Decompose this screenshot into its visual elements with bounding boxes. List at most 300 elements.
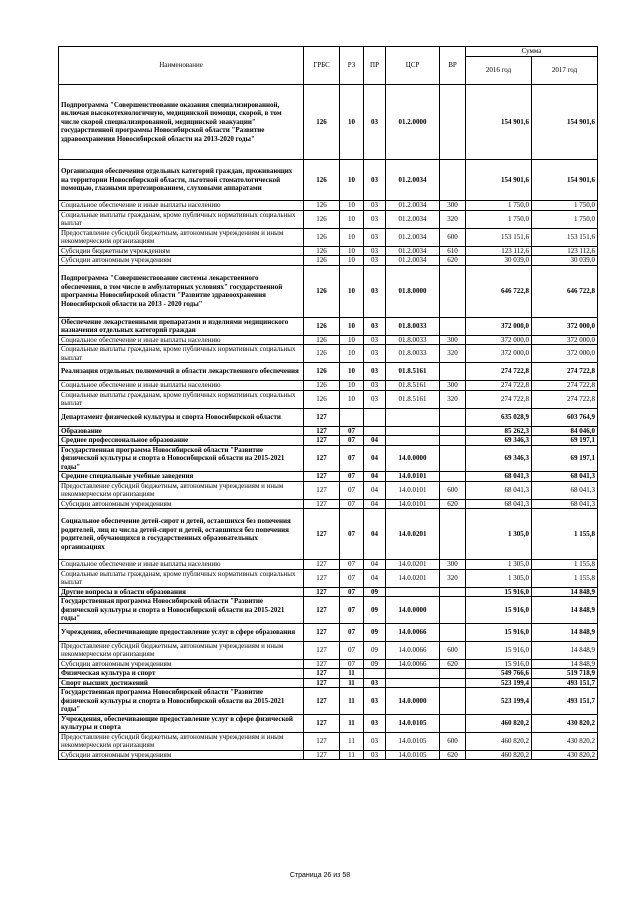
row-vr (440, 408, 466, 426)
row-name: Государственная программа Новосибирской области "Развитие физической культуры и спорта в Новосибирской области на 2015-2021 годы" (59, 597, 304, 624)
row-sum-2017: 153 151,6 (532, 228, 598, 246)
row-sum-2017: 646 722,8 (532, 265, 598, 317)
row-grbs: 126 (304, 246, 340, 256)
row-name: Социальные выплаты гражданам, кроме публичных нормативных социальных выплат (59, 210, 304, 228)
row-name: Обеспечение лекарственными препаратами и изделиями медицинского назначения отдельных категорий граждан (59, 317, 304, 335)
row-sum-2017: 69 197,1 (532, 436, 598, 446)
row-pr: 03 (364, 750, 386, 760)
row-name: Средние специальные учебные заведения (59, 472, 304, 482)
row-sum-2016: 523 199,4 (466, 678, 532, 688)
row-name: Государственная программа Новосибирской области "Развитие физической культуры и спорта в Новосибирской области на 2015-2021 годы" (59, 688, 304, 715)
row-grbs: 127 (304, 408, 340, 426)
row-sum-2016: 1 305,0 (466, 560, 532, 570)
row-rz: 07 (340, 560, 364, 570)
row-pr: 03 (364, 317, 386, 335)
row-rz: 07 (340, 641, 364, 659)
row-sum-2017: 1 750,0 (532, 201, 598, 211)
row-name: Учреждения, обеспечивающие предоставление услуг в сфере образования (59, 623, 304, 641)
row-grbs: 127 (304, 714, 340, 732)
row-pr: 03 (364, 160, 386, 201)
table-body (59, 85, 598, 760)
row-rz: 11 (340, 669, 364, 679)
row-vr: 600 (440, 481, 466, 499)
header-pr: ПР (364, 47, 386, 85)
row-sum-2016: 372 000,0 (466, 317, 532, 335)
row-vr (440, 597, 466, 624)
row-grbs: 127 (304, 669, 340, 679)
row-sum-2016: 123 112,6 (466, 246, 532, 256)
row-csr: 14.0.0000 (386, 688, 440, 715)
row-sum-2016: 1 305,0 (466, 569, 532, 587)
row-name: Спорт высших достижений (59, 678, 304, 688)
row-vr: 620 (440, 659, 466, 669)
row-sum-2016: 460 820,2 (466, 714, 532, 732)
row-name: Субсидии автономным учреждениям (59, 750, 304, 760)
table-row (59, 228, 598, 246)
row-sum-2017: 123 112,6 (532, 246, 598, 256)
row-rz: 07 (340, 597, 364, 624)
row-name: Субсидии автономным учреждениям (59, 499, 304, 509)
row-sum-2017: 84 046,0 (532, 426, 598, 436)
row-sum-2017: 274 722,8 (532, 390, 598, 408)
row-name: Предоставление субсидий бюджетным, автономным учреждениям и иным некоммерческим организациям (59, 228, 304, 246)
row-rz: 07 (340, 509, 364, 560)
row-rz: 10 (340, 256, 364, 266)
table-row (59, 426, 598, 436)
row-grbs: 127 (304, 560, 340, 570)
table-row (59, 201, 598, 211)
table-row (59, 597, 598, 624)
row-pr: 03 (364, 246, 386, 256)
row-csr: 14.0.0066 (386, 659, 440, 669)
row-csr: 01.2.0034 (386, 256, 440, 266)
row-sum-2017: 493 151,7 (532, 688, 598, 715)
row-vr: 300 (440, 201, 466, 211)
row-name: Субсидии бюджетным учреждениям (59, 246, 304, 256)
row-rz: 07 (340, 426, 364, 436)
row-rz: 11 (340, 714, 364, 732)
row-pr: 09 (364, 659, 386, 669)
row-sum-2017: 1 155,8 (532, 569, 598, 587)
row-vr: 600 (440, 641, 466, 659)
row-sum-2017: 14 848,9 (532, 587, 598, 597)
table-row (59, 210, 598, 228)
header-vr: ВР (440, 47, 466, 85)
row-grbs: 126 (304, 345, 340, 363)
row-sum-2016: 30 039,0 (466, 256, 532, 266)
row-vr (440, 426, 466, 436)
row-vr (440, 688, 466, 715)
row-pr: 04 (364, 509, 386, 560)
row-sum-2017: 430 820,2 (532, 714, 598, 732)
row-pr: 03 (364, 381, 386, 391)
row-pr: 09 (364, 597, 386, 624)
table-row (59, 659, 598, 669)
row-sum-2017: 30 039,0 (532, 256, 598, 266)
table-row (59, 669, 598, 679)
row-vr (440, 669, 466, 679)
row-grbs: 127 (304, 481, 340, 499)
row-csr: 01.8.0033 (386, 317, 440, 335)
row-sum-2017: 14 848,9 (532, 597, 598, 624)
row-pr: 03 (364, 678, 386, 688)
row-sum-2016: 646 722,8 (466, 265, 532, 317)
row-csr: 14.0.0201 (386, 569, 440, 587)
row-sum-2016: 68 041,3 (466, 499, 532, 509)
row-csr: 01.2.0034 (386, 201, 440, 211)
table-row (59, 623, 598, 641)
row-sum-2017: 14 848,9 (532, 623, 598, 641)
row-sum-2016: 15 916,0 (466, 659, 532, 669)
table-row (59, 335, 598, 345)
row-vr (440, 445, 466, 472)
row-rz: 07 (340, 623, 364, 641)
row-sum-2017: 493 151,7 (532, 678, 598, 688)
row-sum-2016: 15 916,0 (466, 587, 532, 597)
row-sum-2017: 69 197,1 (532, 445, 598, 472)
table-row (59, 499, 598, 509)
row-rz: 07 (340, 569, 364, 587)
row-sum-2017: 14 848,9 (532, 641, 598, 659)
table-row (59, 317, 598, 335)
row-pr: 04 (364, 569, 386, 587)
row-grbs: 127 (304, 597, 340, 624)
row-grbs: 127 (304, 569, 340, 587)
row-grbs: 127 (304, 426, 340, 436)
row-vr: 610 (440, 246, 466, 256)
row-vr: 320 (440, 345, 466, 363)
row-name: Социальные выплаты гражданам, кроме публичных нормативных социальных выплат (59, 390, 304, 408)
row-pr: 03 (364, 201, 386, 211)
row-rz: 10 (340, 363, 364, 381)
table-row (59, 345, 598, 363)
row-csr: 14.0.0105 (386, 732, 440, 750)
row-vr: 300 (440, 381, 466, 391)
row-sum-2016: 274 722,8 (466, 390, 532, 408)
row-pr: 03 (364, 265, 386, 317)
row-csr: 01.8.5161 (386, 363, 440, 381)
header-sum: Сумма (466, 47, 598, 57)
row-rz: 10 (340, 390, 364, 408)
row-sum-2017: 372 000,0 (532, 317, 598, 335)
row-sum-2016: 1 305,0 (466, 509, 532, 560)
row-csr (386, 669, 440, 679)
row-grbs: 126 (304, 265, 340, 317)
row-pr: 04 (364, 445, 386, 472)
header-rz: РЗ (340, 47, 364, 85)
row-rz: 11 (340, 732, 364, 750)
row-csr (386, 587, 440, 597)
row-csr: 01.2.0034 (386, 246, 440, 256)
row-csr: 01.2.0034 (386, 228, 440, 246)
row-rz: 07 (340, 659, 364, 669)
row-grbs: 127 (304, 732, 340, 750)
row-csr: 14.0.0105 (386, 714, 440, 732)
row-name: Социальное обеспечение и иные выплаты населению (59, 201, 304, 211)
row-grbs: 126 (304, 256, 340, 266)
row-rz: 07 (340, 445, 364, 472)
row-name: Субсидии автономным учреждениям (59, 256, 304, 266)
row-sum-2016: 69 346,3 (466, 436, 532, 446)
row-grbs: 126 (304, 390, 340, 408)
row-pr: 04 (364, 560, 386, 570)
row-name: Социальное обеспечение и иные выплаты населению (59, 560, 304, 570)
row-csr: 14.0.0000 (386, 445, 440, 472)
row-pr: 09 (364, 587, 386, 597)
table-row (59, 436, 598, 446)
row-name: Другие вопросы в области образования (59, 587, 304, 597)
row-pr: 03 (364, 228, 386, 246)
row-vr (440, 509, 466, 560)
row-csr: 01.8.0033 (386, 335, 440, 345)
row-sum-2016: 69 346,3 (466, 445, 532, 472)
row-sum-2017: 14 848,9 (532, 659, 598, 669)
row-pr (364, 669, 386, 679)
row-sum-2017: 372 000,0 (532, 345, 598, 363)
row-sum-2016: 15 916,0 (466, 597, 532, 624)
row-name: Предоставление субсидий бюджетным, автономным учреждениям и иным некоммерческим организациям (59, 481, 304, 499)
row-sum-2017: 68 041,3 (532, 481, 598, 499)
row-csr: 14.0.0101 (386, 481, 440, 499)
row-rz: 11 (340, 678, 364, 688)
row-csr: 01.8.5161 (386, 390, 440, 408)
row-vr: 300 (440, 335, 466, 345)
row-pr: 04 (364, 436, 386, 446)
row-sum-2017: 372 000,0 (532, 335, 598, 345)
row-pr: 03 (364, 256, 386, 266)
row-sum-2017: 68 041,3 (532, 472, 598, 482)
row-vr (440, 714, 466, 732)
row-sum-2016: 15 916,0 (466, 641, 532, 659)
row-sum-2016: 523 199,4 (466, 688, 532, 715)
header-csr: ЦСР (386, 47, 440, 85)
row-pr: 04 (364, 472, 386, 482)
row-sum-2016: 274 722,8 (466, 381, 532, 391)
row-csr: 14.0.0201 (386, 560, 440, 570)
row-rz: 10 (340, 228, 364, 246)
row-sum-2016: 274 722,8 (466, 363, 532, 381)
row-sum-2017: 1 155,8 (532, 560, 598, 570)
row-sum-2016: 372 000,0 (466, 345, 532, 363)
table-row (59, 390, 598, 408)
table-row (59, 445, 598, 472)
row-vr (440, 160, 466, 201)
table-row (59, 569, 598, 587)
row-rz: 10 (340, 160, 364, 201)
row-grbs: 127 (304, 688, 340, 715)
row-sum-2017: 1 155,8 (532, 509, 598, 560)
row-pr: 03 (364, 714, 386, 732)
row-sum-2016: 68 041,3 (466, 472, 532, 482)
row-sum-2017: 1 750,0 (532, 210, 598, 228)
row-name: Субсидии автономным учреждениям (59, 659, 304, 669)
row-vr (440, 623, 466, 641)
row-grbs: 127 (304, 445, 340, 472)
row-vr (440, 436, 466, 446)
row-pr: 03 (364, 345, 386, 363)
row-vr: 320 (440, 210, 466, 228)
row-sum-2017: 154 901,6 (532, 160, 598, 201)
table-row (59, 160, 598, 201)
row-name: Организация обеспечения отдельных категорий граждан, проживающих на территории Новосибирской области, льготной стоматологической помощью, глазными протезированием, слуховыми аппаратами (59, 160, 304, 201)
row-pr: 04 (364, 499, 386, 509)
row-rz: 11 (340, 750, 364, 760)
row-sum-2016: 153 151,6 (466, 228, 532, 246)
row-csr: 14.0.0201 (386, 509, 440, 560)
row-csr: 14.0.0066 (386, 641, 440, 659)
row-sum-2017: 603 764,9 (532, 408, 598, 426)
row-grbs: 127 (304, 587, 340, 597)
table-row (59, 641, 598, 659)
table-row (59, 363, 598, 381)
row-grbs: 127 (304, 641, 340, 659)
row-rz: 10 (340, 265, 364, 317)
row-grbs: 126 (304, 228, 340, 246)
row-vr: 620 (440, 750, 466, 760)
row-name: Социальное обеспечение детей-сирот и детей, оставшихся без попечения родителей, лиц из числа детей-сирот и детей, оставшихся без попечения родителей, обучающихся в государственных образовательных организациях (59, 509, 304, 560)
row-rz: 11 (340, 688, 364, 715)
row-csr: 14.0.0066 (386, 623, 440, 641)
row-rz: 10 (340, 85, 364, 160)
row-grbs: 127 (304, 499, 340, 509)
row-rz: 07 (340, 472, 364, 482)
row-grbs: 126 (304, 381, 340, 391)
row-name: Предоставление субсидий бюджетным, автономным учреждениям и иным некоммерческим организациям (59, 732, 304, 750)
header-name: Наименование (59, 47, 304, 85)
row-csr (386, 678, 440, 688)
row-grbs: 126 (304, 317, 340, 335)
row-sum-2016: 460 820,2 (466, 732, 532, 750)
row-grbs: 126 (304, 335, 340, 345)
row-rz (340, 408, 364, 426)
row-vr: 320 (440, 569, 466, 587)
row-sum-2017: 430 820,2 (532, 750, 598, 760)
table-row (59, 256, 598, 266)
row-vr: 620 (440, 499, 466, 509)
row-rz: 07 (340, 587, 364, 597)
budget-table (58, 46, 598, 760)
row-pr: 03 (364, 390, 386, 408)
row-name: Подпрограмма "Совершенствование системы лекарственного обеспечения, в том числе в амбулаторных условиях" государственной программы Новосибирской области "Развитие здравоохранения Новосибирской области на 2013 - 2020 годы" (59, 265, 304, 317)
row-name: Образование (59, 426, 304, 436)
row-grbs: 126 (304, 160, 340, 201)
page-footer: Страница 26 из 58 (289, 872, 351, 879)
row-sum-2016: 1 750,0 (466, 201, 532, 211)
row-sum-2016: 460 820,2 (466, 750, 532, 760)
row-pr: 03 (364, 688, 386, 715)
table-row (59, 381, 598, 391)
row-rz: 10 (340, 317, 364, 335)
row-sum-2016: 154 901,6 (466, 85, 532, 160)
row-sum-2017: 68 041,3 (532, 499, 598, 509)
row-grbs: 127 (304, 750, 340, 760)
row-pr: 03 (364, 335, 386, 345)
row-name: Подпрограмма "Совершенствование оказания специализированной, включая высокотехнологичную, медицинской помощи, скорой, в том числе скорой специализированной, медицинской эвакуации" государственной программы Новосибирской области "Развитие здравоохранения Новосибирской области на 2013-2020 годы" (59, 85, 304, 160)
row-rz: 07 (340, 481, 364, 499)
row-sum-2017: 154 901,6 (532, 85, 598, 160)
row-rz: 10 (340, 246, 364, 256)
row-grbs: 127 (304, 659, 340, 669)
row-csr (386, 436, 440, 446)
row-rz: 10 (340, 345, 364, 363)
row-grbs: 126 (304, 363, 340, 381)
row-pr: 09 (364, 623, 386, 641)
row-name: Предоставление субсидий бюджетным, автономным учреждениям и иным некоммерческим организациям (59, 641, 304, 659)
row-name: Реализация отдельных полномочий в области лекарственного обеспечения (59, 363, 304, 381)
row-rz: 10 (340, 201, 364, 211)
table-row (59, 750, 598, 760)
row-vr: 320 (440, 390, 466, 408)
row-sum-2017: 519 718,9 (532, 669, 598, 679)
row-sum-2016: 1 750,0 (466, 210, 532, 228)
row-grbs: 126 (304, 210, 340, 228)
row-pr (364, 426, 386, 436)
row-name: Государственная программа Новосибирской области "Развитие физической культуры и спорта в Новосибирской области на 2015-2021 годы" (59, 445, 304, 472)
row-vr: 600 (440, 228, 466, 246)
row-vr: 300 (440, 560, 466, 570)
row-sum-2016: 15 916,0 (466, 623, 532, 641)
row-pr: 03 (364, 732, 386, 750)
row-sum-2016: 85 262,3 (466, 426, 532, 436)
table-row (59, 560, 598, 570)
row-csr: 14.0.0105 (386, 750, 440, 760)
row-vr: 600 (440, 732, 466, 750)
table-row (59, 265, 598, 317)
row-vr: 620 (440, 256, 466, 266)
row-grbs: 127 (304, 472, 340, 482)
table-row (59, 246, 598, 256)
row-pr: 03 (364, 210, 386, 228)
row-pr (364, 408, 386, 426)
row-vr (440, 317, 466, 335)
table-row (59, 85, 598, 160)
row-csr: 01.8.0033 (386, 345, 440, 363)
row-pr: 04 (364, 481, 386, 499)
row-name: Социальное обеспечение и иные выплаты населению (59, 335, 304, 345)
table-row (59, 509, 598, 560)
row-name: Социальное обеспечение и иные выплаты населению (59, 381, 304, 391)
table-row (59, 408, 598, 426)
row-csr: 14.0.0000 (386, 597, 440, 624)
header-year-2016: 2016 год (466, 57, 532, 85)
row-grbs: 127 (304, 623, 340, 641)
row-sum-2016: 68 041,3 (466, 481, 532, 499)
row-csr: 01.8.5161 (386, 381, 440, 391)
row-vr (440, 265, 466, 317)
row-csr: 14.0.0101 (386, 499, 440, 509)
table-row (59, 732, 598, 750)
row-rz: 10 (340, 210, 364, 228)
row-csr: 14.0.0101 (386, 472, 440, 482)
header-grbs: ГРБС (304, 47, 340, 85)
row-csr (386, 408, 440, 426)
row-csr (386, 426, 440, 436)
row-sum-2017: 430 820,2 (532, 732, 598, 750)
table-row (59, 714, 598, 732)
row-name: Физическая культура и спорт (59, 669, 304, 679)
row-name: Учреждения, обеспечивающие предоставление услуг в сфере физической культуры и спорта (59, 714, 304, 732)
row-name: Социальные выплаты гражданам, кроме публичных нормативных социальных выплат (59, 345, 304, 363)
row-grbs: 127 (304, 436, 340, 446)
row-name: Департамент физической культуры и спорта Новосибирской области (59, 408, 304, 426)
row-csr: 01.2.0000 (386, 85, 440, 160)
row-csr: 01.2.0034 (386, 210, 440, 228)
row-name: Среднее профессиональное образование (59, 436, 304, 446)
row-vr (440, 678, 466, 688)
row-pr: 09 (364, 641, 386, 659)
row-sum-2016: 549 766,6 (466, 669, 532, 679)
table-row (59, 587, 598, 597)
